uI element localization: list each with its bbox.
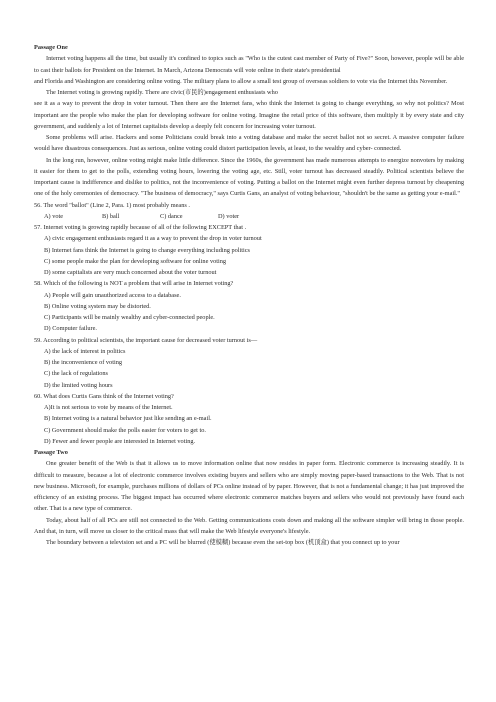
option-c: C) Government should make the polls easier for voters to get to.	[44, 426, 206, 434]
option-d: D) Computer failure.	[44, 325, 97, 333]
option-b: B) the inconvenience of voting	[44, 359, 122, 366]
passage-one-paragraph: Some problems will arise. Hackers and some Politicians could break into a voting database and make the secret ballot not so secret. A massive computer failure would have disastrous consequences. Just as serious, online voting could distort participation levels, at least, to the wealthy and cyber- connected.	[34, 134, 464, 153]
option-d: D) voter	[218, 212, 240, 220]
question-stem: 59. According to political scientists, the important cause for decreased voter turnout is—	[34, 336, 258, 344]
option-c: C) Participants will be mainly wealthy and cyber-connected people.	[44, 314, 215, 321]
question-stem: 57. Internet voting is growing rapidly because of all of the following EXCEPT that .	[34, 224, 247, 231]
option-a: A) civic engagement enthusiasts regard it as a way to prevent the drop in voter turnout	[44, 235, 262, 243]
passage-one-heading: Passage One	[34, 44, 68, 51]
option-a: A) the lack of interest in politics	[44, 347, 126, 355]
passage-one-paragraph: see it as a way to prevent the drop in voter turnout. Then there are the Internet fans, who think the Internet is going to change everything, so why not politics? Most important are the people who make the plan for developing software for online voting. Imagine the retail price of this software, then multiply it by every state and city government, and suddenly a lot of Internet capitalists develop a deeply felt concern for increasing voter turnout.	[34, 100, 464, 130]
option-a: A) People will gain unauthorized access to a database.	[44, 291, 181, 299]
document-page	[34, 42, 464, 548]
option-a: A)It is not serious to vote by means of the Internet.	[44, 404, 173, 411]
passage-one-paragraph: The Internet voting is growing rapidly. There are civic(市民的)engagement enthusiasts who	[46, 89, 278, 96]
option-b: B) Internet fans think the Internet is going to change everything including politics	[44, 246, 250, 254]
option-d: D) the limited voting hours	[44, 381, 113, 389]
passage-one-paragraph: Internet voting happens all the time, but usually it's confined to topics such as "Who is the cutest cast member of Party of Five?" Soon, however, people will be able to cast their ballots for President on the Internet. In March, Arizona Democrats will vote online in their state's presidential	[34, 55, 464, 74]
passage-one-paragraph: and Florida and Washington are considering online voting. The military plans to allow a small test group of overseas soldiers to vote via the Internet this November.	[34, 77, 448, 85]
option-c: C) some people make the plan for developing software for online voting	[44, 257, 227, 265]
option-c: C) the lack of regulations	[44, 370, 108, 378]
option-d: D) some capitalists are very much concerned about the voter turnout	[44, 269, 217, 276]
question-stem: 58. Which of the following is NOT a problem that will arise in Internet voting?	[34, 280, 234, 288]
option-b: B) Online voting system may be distorted.	[44, 302, 151, 310]
question-stem: 60. What does Curtis Gans think of the Internet voting?	[34, 392, 174, 400]
option-d: D) Fewer and fewer people are interested in Internet voting.	[44, 437, 196, 445]
question-options-row	[34, 211, 464, 222]
passage-two-paragraph: One greater benefit of the Web is that it allows us to move information online that now resides in paper form. Electronic commerce is increasing steadily. It is difficult to measure, because a lot of electronic commerce involves existing buyers and sellers who are simply moving paper-based transactions to the Web. That is not new business. Microsoft, for example, purchases millions of dollars of PCs online instead of by paper. However, that is not a fundamental change; it has just improved the efficiency of an existing process. The biggest impact has occurred where electronic commerce matches buyers and sellers who would not previously have found each other. That is a new type of commerce.	[34, 460, 464, 513]
option-b: B) Internet voting is a natural behavior just like sending an e-mail.	[44, 415, 212, 423]
passage-one-paragraph: In the long run, however, online voting might make little difference. Since the 1960s, the government has made numerous attempts to energize nonvoters by making it easier for them to get to the polls, extending voting hours, lowering the voting age, etc. Still, voter turnout has decreased steadily. Political scientists believe the important cause is indifference and dislike to politics, not the inconvenience of voting. Putting a ballot on the Internet might even further depress turnout by cheapening one of the holy ceremonies of democracy. "The business of democracy," says Curtis Gans, an analyst of voting behaviour, "shouldn't be the same as getting your e-mail."	[34, 156, 464, 198]
passage-two-heading: Passage Two	[34, 449, 68, 456]
option-c: C) dance	[160, 212, 183, 220]
option-b: B) ball	[102, 212, 120, 220]
option-a: A) vote	[44, 212, 64, 220]
passage-two-paragraph: The boundary between a television set and a PC will be blurred (使模糊) because even the set-top box (机顶盒) that you connect up to your	[46, 539, 400, 546]
passage-two-paragraph: Today, about half of all PCs are still not connected to the Web. Getting communications costs down and making all the software simpler will bring in those people. And that, in turn, will move us closer to the critical mass that will make the Web lifestyle everyone's lifestyle.	[34, 516, 464, 535]
question-stem: 56. The word "ballot" (Line 2, Para. 1) most probably means .	[34, 201, 190, 209]
